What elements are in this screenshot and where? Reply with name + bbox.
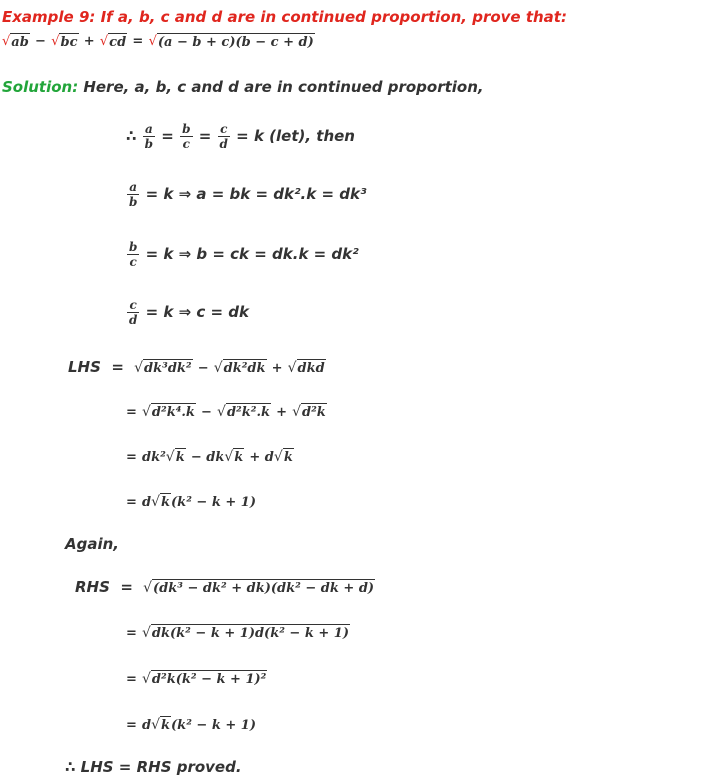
lhs-label: LHS = <box>68 358 124 376</box>
lhs-line-1: LHS = √ dk³dk² − √ dk²dk + √ dkd <box>68 358 325 376</box>
rhs-line-1 <box>75 577 375 597</box>
solution-label: Solution: <box>2 78 79 96</box>
lhs-line-3: = dk² √ k − dk √ k + d √ k <box>126 449 293 465</box>
fraction-a-b: $\frac{a}{b}$ <box>144 122 154 151</box>
sqrt-k: √ k <box>224 449 244 465</box>
sqrt-term: √ d²k².k <box>217 404 270 420</box>
sqrt-term: √ dk(k² − k + 1)d(k² − k + 1) <box>142 625 349 641</box>
sqrt-bc: √ bc <box>51 34 78 50</box>
solution-intro: Here, a, b, c and d are in continued proportion, <box>83 78 484 96</box>
sqrt-k: √ k <box>151 717 171 733</box>
sqrt-term: √ dkd <box>287 360 325 376</box>
fraction-b-c: $\frac{b}{c}$ <box>129 240 138 269</box>
sqrt-rhs: √ (a − b + c)(b − c + d) <box>148 34 314 50</box>
sqrt-term: √ d²k <box>292 404 326 420</box>
fraction-b-c: $\frac{b}{c}$ <box>182 122 191 151</box>
conclusion: ∴ LHS = RHS proved. <box>65 758 242 776</box>
sqrt-term: √ (dk³ − dk² + dk)(dk² − dk + d) <box>143 580 375 596</box>
lhs-line-2: = √ d²k⁴.k − √ d²k².k + √ d²k <box>126 404 326 420</box>
sqrt-term: √ d²k(k² − k + 1)² <box>142 671 267 687</box>
rhs-line-4: = d √ k (k² − k + 1) <box>126 717 256 733</box>
sqrt-term: √ dk³dk² <box>134 360 192 376</box>
sqrt-k: √ k <box>165 449 185 465</box>
rhs-label: RHS = <box>75 578 133 596</box>
rhs-line-3: = √ d²k(k² − k + 1)² <box>126 671 267 687</box>
again-label: Again, <box>65 535 119 553</box>
solution-line <box>2 77 484 96</box>
step-2: $\frac{a}{b}$ = k ⇒ a = bk = dk².k = dk³ <box>129 180 367 209</box>
sqrt-k: √ k <box>151 494 171 510</box>
example-equation: √ ab − √ bc + √ cd = √ (a − b + c)(b − c + d) <box>2 34 314 50</box>
fraction-c-d: $\frac{c}{d}$ <box>219 122 228 151</box>
sqrt-ab: √ ab <box>2 34 29 50</box>
sqrt-cd: √ cd <box>99 34 127 50</box>
example-title: Example 9: If a, b, c and d are in continued proportion, prove that: <box>2 8 567 26</box>
sqrt-term: √ dk²dk <box>213 360 266 376</box>
sqrt-term: √ d²k⁴.k <box>142 404 195 420</box>
sqrt-k: √ k <box>273 449 293 465</box>
step-1: ∴ $\frac{a}{b}$ = $\frac{b}{c}$ = $\frac{c}{d}$ = k (let), then <box>126 122 355 151</box>
lhs-line-4: = d √ k (k² − k + 1) <box>126 494 256 510</box>
fraction-a-b: $\frac{a}{b}$ <box>129 180 138 209</box>
step-3: $\frac{b}{c}$ = k ⇒ b = ck = dk.k = dk² <box>129 240 359 269</box>
step-4: $\frac{c}{d}$ = k ⇒ c = dk <box>129 298 250 327</box>
rhs-line-2: = √ dk(k² − k + 1)d(k² − k + 1) <box>126 625 349 641</box>
fraction-c-d: $\frac{c}{d}$ <box>129 298 138 327</box>
